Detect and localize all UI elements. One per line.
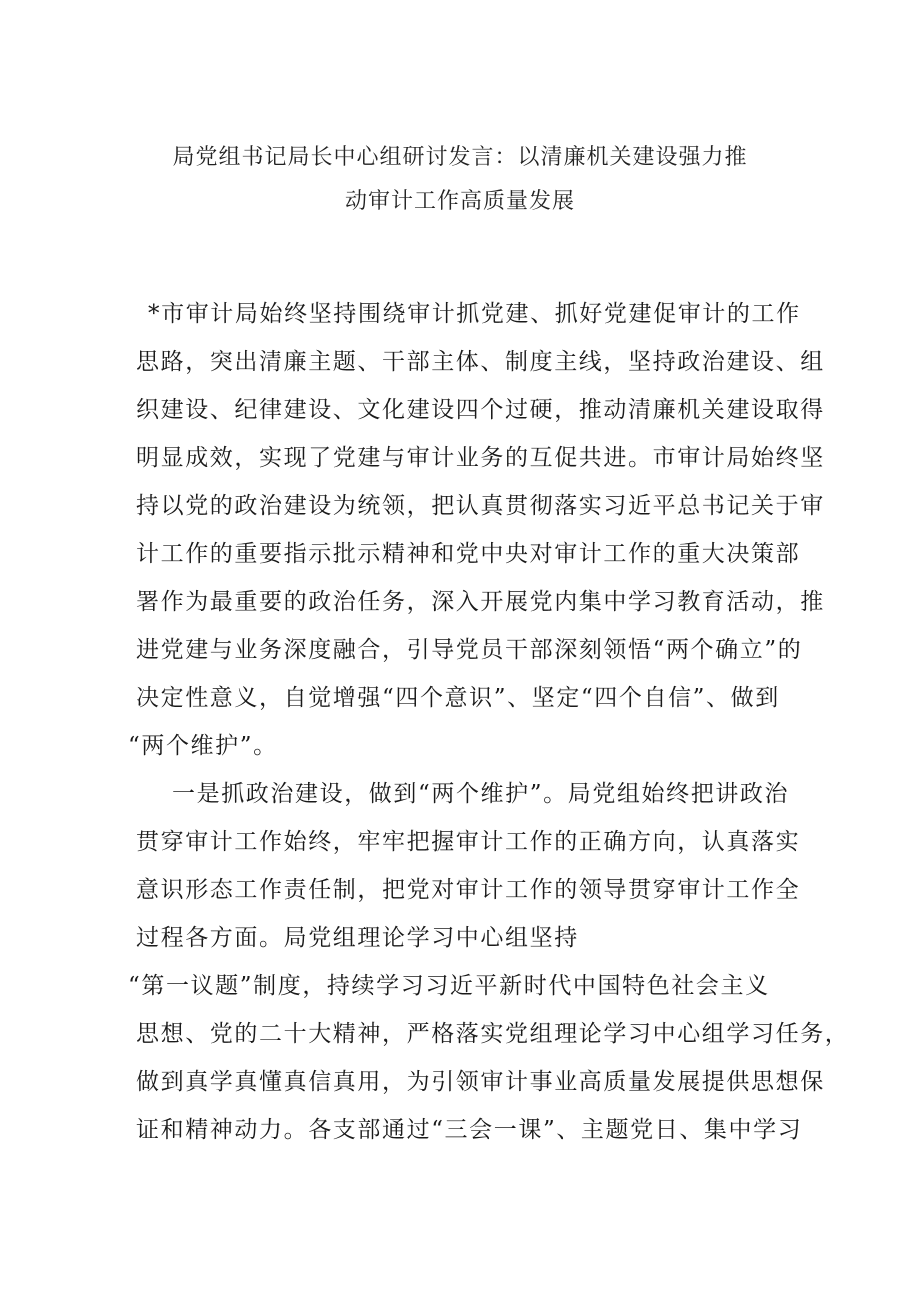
paragraph-political-building: [128, 770, 850, 1154]
paragraph-line: 持以党的政治建设为统领，把认真贯彻落实习近平总书记关于审: [136, 493, 825, 519]
paragraph-line: “第一议题”制度，持续学习习近平新时代中国特色社会主义: [128, 973, 770, 999]
paragraph-line: 进党建与业务深度融合，引导党员干部深刻领悟“两个确立”的: [136, 637, 803, 663]
paragraph-line: 思路，突出清廉主题、干部主体、制度主线，坚持政治建设、组: [136, 349, 825, 375]
paragraph-line: 织建设、纪律建设、文化建设四个过硬，推动清廉机关建设取得: [136, 397, 825, 423]
paragraph-line: 署作为最重要的政治任务，深入开展党内集中学习教育活动，推: [136, 589, 825, 615]
paragraph-line: 意识形态工作责任制，把党对审计工作的领导贯穿审计工作全: [136, 877, 801, 903]
paragraph-line: 一是抓政治建设，做到“两个维护”。局党组始终把讲政治: [172, 781, 790, 807]
document-title-line-1: 局党组书记局长中心组研讨发言：以清廉机关建设强力推: [172, 145, 748, 170]
paragraph-line: 明显成效，实现了党建与审计业务的互促共进。市审计局始终坚: [136, 445, 825, 471]
paragraph-line: “两个维护”。: [128, 733, 278, 759]
paragraph-line: 证和精神动力。各支部通过“三会一课”、主题党日、集中学习: [136, 1117, 803, 1143]
paragraph-line: 计工作的重要指示批示精神和党中央对审计工作的重大决策部: [136, 541, 801, 567]
paragraph-line: 贯穿审计工作始终，牢牢把握审计工作的正确方向，认真落实: [136, 829, 801, 855]
paragraph-line: 决定性意义，自觉增强“四个意识”、坚定“四个自信”、做到: [136, 685, 780, 711]
paragraph-line: 过程各方面。局党组理论学习中心组坚持: [136, 925, 579, 951]
document-title-line-2: 动审计工作高质量发展: [344, 189, 575, 214]
paragraph-line: *市审计局始终坚持围绕审计抓党建、抓好党建促审计的工作: [148, 301, 801, 327]
paragraph-line: 思想、党的二十大精神，严格落实党组理论学习中心组学习任务，: [136, 1021, 850, 1047]
paragraph-line: 做到真学真懂真信真用，为引领审计事业高质量发展提供思想保: [136, 1069, 825, 1095]
paragraph-intro: [128, 290, 825, 770]
